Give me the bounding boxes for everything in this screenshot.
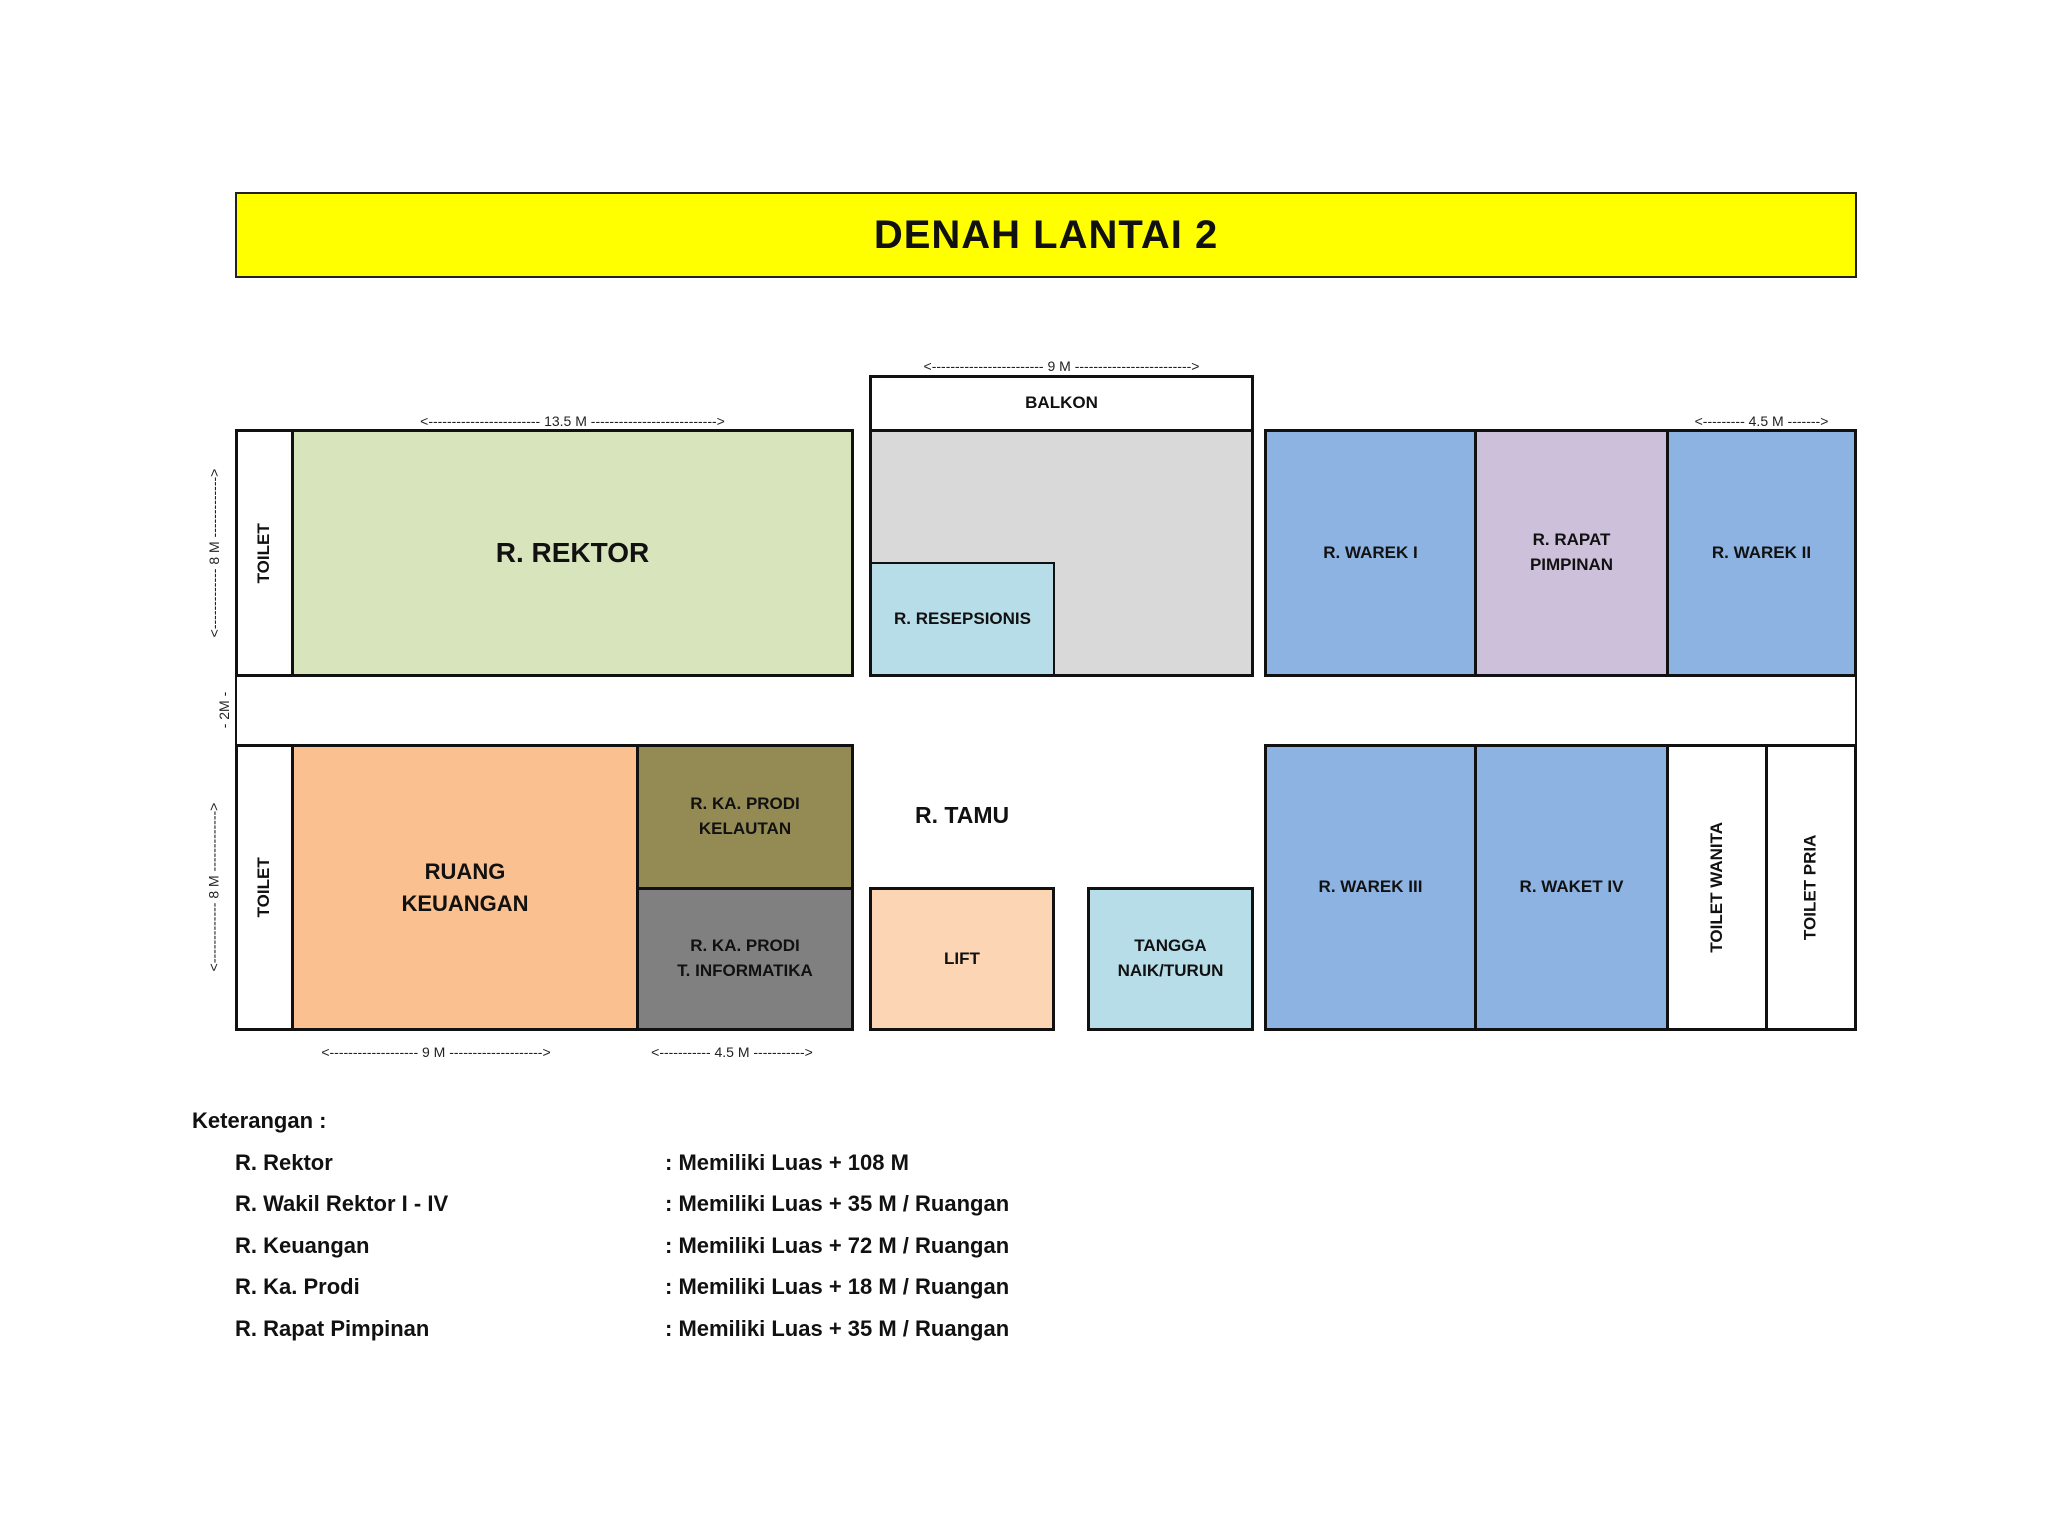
room-label: R. WAREK III: [1318, 877, 1423, 897]
room-label: R. RAPAT PIMPINAN: [1529, 530, 1614, 574]
room-toilet-wanita: [1666, 744, 1768, 1031]
legend-item-name: R. Wakil Rektor I - IV: [235, 1191, 449, 1216]
legend-item-name: R. Rapat Pimpinan: [235, 1316, 430, 1341]
room-label: TOILET: [254, 857, 274, 918]
room-toilet-pria: [1765, 744, 1857, 1031]
room-label: R. WAKET IV: [1519, 877, 1624, 897]
room-lift: [869, 887, 1055, 1031]
legend-item-name: R. Keuangan: [235, 1233, 370, 1258]
room-toilet-bottom: [235, 744, 294, 1031]
room-label: R. WAREK II: [1711, 542, 1812, 562]
room-warek-2: [1666, 429, 1857, 677]
dimension-corridor: - 2M -: [216, 691, 232, 729]
room-warek-1: [1264, 429, 1477, 677]
room-balkon: [869, 375, 1254, 432]
dimension-keuangan-width: <------------------- 9 M -------------------->: [321, 1044, 551, 1060]
room-kaprodi-kelautan: [636, 744, 854, 890]
room-label: R. WAREK I: [1323, 542, 1418, 562]
room-label: TANGGA NAIK/TURUN: [1117, 936, 1224, 980]
room-rektor: [291, 429, 854, 677]
room-kaprodi-informatika: [636, 887, 854, 1031]
room-label: TOILET: [254, 522, 274, 584]
room-warek-3: [1264, 744, 1477, 1031]
room-tamu-label: R. TAMU: [915, 802, 1010, 828]
room-resepsionis: [869, 562, 1055, 677]
room-label: TOILET WANITA: [1706, 822, 1726, 953]
page-title: DENAH LANTAI 2: [235, 192, 1857, 278]
legend-item-name: R. Ka. Prodi: [235, 1274, 360, 1299]
room-waket-4: [1474, 744, 1669, 1031]
dimension-top-height: <------------- 8 M ------------->: [206, 468, 222, 638]
room-toilet-top: [235, 429, 294, 677]
room-label: R. KA. PRODI T. INFORMATIKA: [677, 936, 813, 980]
dimension-rektor-width: <------------------------ 13.5 M --------------------------->: [420, 413, 725, 429]
dimension-warek2-width: <--------- 4.5 M ------->: [1694, 413, 1829, 429]
room-tangga: [1087, 887, 1254, 1031]
dimension-bottom-height: <------------- 8 M ------------->: [205, 802, 222, 972]
legend-item-desc: : Memiliki Luas + 18 M / Ruangan: [665, 1274, 1010, 1299]
room-label: R. KA. PRODI KELAUTAN: [690, 794, 800, 838]
room-label: TOILET PRIA: [1800, 834, 1820, 941]
room-rapat-pimpinan: [1474, 429, 1669, 677]
room-label: R. RESEPSIONIS: [894, 608, 1031, 628]
legend-item-name: R. Rektor: [235, 1150, 333, 1175]
room-label: R. REKTOR: [495, 536, 650, 568]
dimension-kaprodi-width: <----------- 4.5 M ----------->: [651, 1044, 813, 1060]
legend-item-desc: : Memiliki Luas + 72 M / Ruangan: [665, 1233, 1010, 1258]
legend-item-desc: : Memiliki Luas + 35 M / Ruangan: [665, 1316, 1010, 1341]
corridor: [235, 674, 1857, 747]
room-keuangan: [291, 744, 639, 1031]
dimension-balkon-width: <------------------------ 9 M ------------------------->: [923, 358, 1200, 374]
room-label: RUANG KEUANGAN: [401, 858, 529, 916]
legend-item-desc: : Memiliki Luas + 35 M / Ruangan: [665, 1191, 1010, 1216]
legend-heading: Keterangan :: [192, 1108, 327, 1133]
room-label: BALKON: [1025, 393, 1098, 413]
room-label: LIFT: [944, 948, 980, 968]
legend-item-desc: : Memiliki Luas + 108 M: [665, 1150, 909, 1175]
